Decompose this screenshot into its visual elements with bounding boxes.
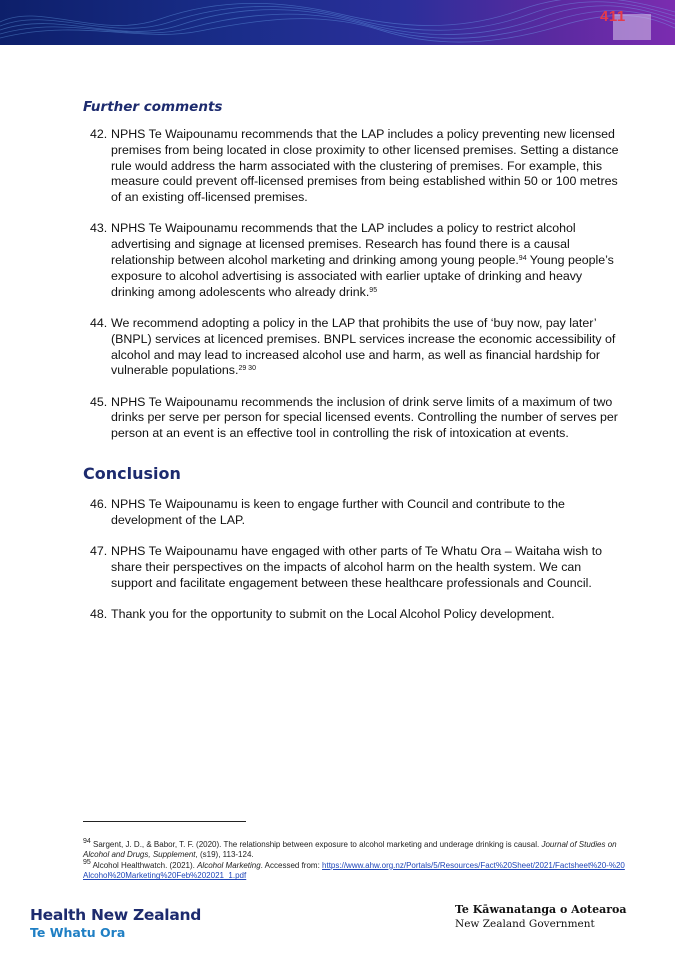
list-item <box>0 127 623 206</box>
item-text: NPHS Te Waipounamu recommends the inclusion of drink serve limits of a maximum of two drinks per serve per person for special licensed events. Controlling the number of serves per person at an event is an effective tool in controlling the risk of intoxication at events. <box>111 394 618 441</box>
logo-english-text: New Zealand Government <box>455 918 595 930</box>
footnote <box>83 840 628 861</box>
item-text: Young people’s exposure to alcohol advertising is associated with earlier uptake of drinking and heavy drinking among adolescents who already drink. <box>111 253 614 299</box>
list-item <box>0 316 623 379</box>
item-text: NPHS Te Waipounamu recommends that the LAP includes a policy preventing new licensed premises from being located in close proximity to other licensed premises. Setting a distance rule would address the harm associated with the clustering of premises. For example, this measure could prevent off-licensed premises from being established within 50 or 100 metres of an existing off-licensed premises. <box>111 127 619 205</box>
list-item <box>0 395 623 442</box>
footnote-title: Alcohol Marketing <box>197 860 261 870</box>
footnote-ref: 29 30 <box>238 365 256 373</box>
item-number: 48. <box>90 606 108 621</box>
item-text: NPHS Te Waipounamu recommends that the LAP includes a policy to restrict alcohol advertising and signage at licensed premises. Research has found there is a causal relationship between alcohol marketing and drinking among young people. <box>111 221 576 268</box>
further-comments-list <box>0 127 623 458</box>
logo-primary-text: Health New Zealand <box>30 906 202 924</box>
footnote-text: . Accessed from: <box>260 860 323 870</box>
footnote-text: Alcohol Healthwatch. (2021). <box>90 860 198 870</box>
footnote-text: , (s19), 113-124. <box>195 850 254 860</box>
item-number: 44. <box>90 315 108 330</box>
footnote-journal: Journal of Studies on Alcohol and Drugs, Supplement <box>83 840 617 860</box>
banner-wave-pattern <box>0 0 675 45</box>
health-nz-logo <box>30 906 201 940</box>
page-number: 411 <box>600 8 626 25</box>
list-item <box>0 544 623 591</box>
item-text: NPHS Te Waipounamu is keen to engage further with Council and contribute to the development of the LAP. <box>111 497 565 527</box>
nz-government-logo <box>455 903 627 930</box>
list-item <box>0 497 623 529</box>
further-comments-heading: Further comments <box>83 99 223 115</box>
item-text: We recommend adopting a policy in the LAP that prohibits the use of ‘buy now, pay later’ (BNPL) services at licenced premises. BNPL services increase the economic accessibility of alcohol and may lead to increased alcohol use and harm, as well as financial hardship for vulnerable populations. <box>111 315 616 378</box>
footnote-link[interactable]: https://www.ahw.org.nz/Portals/5/Resources/Fact%20Sheet/2021/Factsheet%20-%20Alcohol%20Marketing%20Feb%202021_1.pdf <box>83 860 625 881</box>
item-number: 43. <box>90 221 108 236</box>
logo-maori-text: Te Kāwanatanga o Aotearoa <box>455 903 627 916</box>
footnote-ref: 95 <box>369 286 378 294</box>
list-item <box>0 607 623 623</box>
item-text: Thank you for the opportunity to submit on the Local Alcohol Policy development. <box>111 606 555 621</box>
item-number: 46. <box>90 497 108 511</box>
footnote-number: 95 <box>83 858 91 866</box>
header-banner <box>0 0 675 45</box>
list-item <box>0 221 623 300</box>
logo-secondary-text: Te Whatu Ora <box>30 925 126 940</box>
conclusion-heading: Conclusion <box>83 464 181 483</box>
footnotes <box>83 840 628 882</box>
footnote-divider <box>83 821 246 822</box>
footnote <box>83 858 628 882</box>
item-text: NPHS Te Waipounamu have engaged with other parts of Te Whatu Ora – Waitaha wish to share their perspectives on the impacts of alcohol harm on the health system. We can support and facilitate engagement between these healthcare professionals and Council. <box>111 544 603 590</box>
item-number: 47. <box>90 544 108 559</box>
footnote-text: Sargent, J. D., & Babor, T. F. (2020). The relationship between exposure to alcohol marketing and underage drinking is causal. <box>90 840 542 849</box>
conclusion-list <box>0 497 623 638</box>
footnote-number: 94 <box>83 838 91 845</box>
footnote-ref: 94 <box>518 255 527 263</box>
item-number: 45. <box>90 394 108 409</box>
item-number: 42. <box>90 127 108 141</box>
